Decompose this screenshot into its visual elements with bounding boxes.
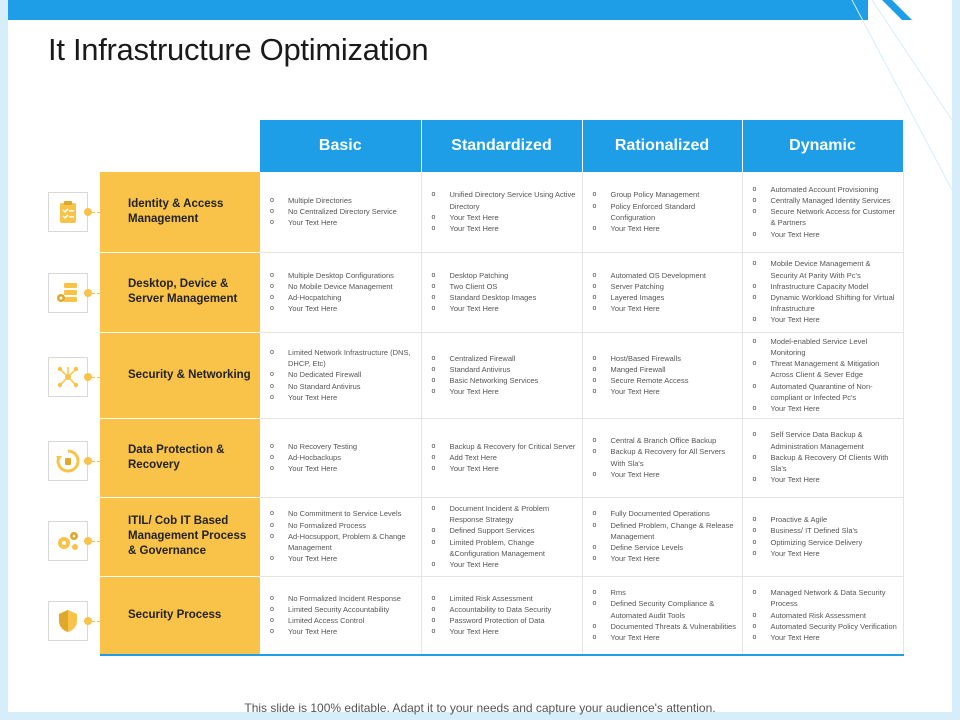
row-category-label: Security Process [100,576,260,655]
bullet-item: o Document Incident & Problem Response Strategy [432,503,578,525]
bullet-item: o Defined Problem, Change & Release Management [593,520,738,542]
bullet-item: o Standard Antivirus [432,364,578,375]
bullet-list [432,593,578,638]
table-row [100,252,903,332]
optimization-table [100,120,904,656]
bullet-item: o Your Text Here [753,474,899,485]
bullet-list [270,508,417,564]
bullet-list [753,258,899,325]
bullet-item: o No Recovery Testing [270,441,417,452]
table-cell [742,252,903,332]
column-header-standardized: Standardized [421,120,582,172]
bullet-item: o Model-enabled Service Level Monitoring [753,336,899,358]
bullet-list [753,587,899,643]
column-header-dynamic: Dynamic [742,120,903,172]
bullet-list [753,184,899,240]
table-cell [421,172,582,252]
bullet-item: o Your Text Here [593,386,738,397]
bullet-item: o Optimizing Service Delivery [753,537,899,548]
bullet-item: o Your Text Here [753,314,899,325]
bullet-item: o No Formalized Incident Response [270,593,417,604]
table-cell [260,418,421,497]
table-row [100,418,903,497]
connector-dot [84,373,92,381]
table-cell [582,172,742,252]
bullet-list [593,435,738,480]
bullet-item: o Your Text Here [593,553,738,564]
bullet-item: o Business/ IT Defined Sla's [753,525,899,536]
bullet-item: o Your Text Here [432,212,578,223]
row-category-label: Desktop, Device & Server Management [100,252,260,332]
bullet-item: o Your Text Here [753,632,899,643]
bullet-item: o Your Text Here [270,626,417,637]
bullet-list [432,441,578,475]
bullet-item: o Multiple Desktop Configurations [270,270,417,281]
bullet-item: o Desktop Patching [432,270,578,281]
bullet-list [270,270,417,315]
column-header-rationalized: Rationalized [582,120,742,172]
bullet-item: o Secure Network Access for Customer & Partners [753,206,899,228]
bullet-list [753,429,899,485]
bullet-list [270,441,417,475]
bullet-item: o Your Text Here [432,386,578,397]
bullet-item: o Multiple Directories [270,195,417,206]
connector-dot [84,537,92,545]
bullet-item: o Manged Firewall [593,364,738,375]
server-gear-icon [48,273,88,313]
bullet-list [593,508,738,564]
table-row [100,576,903,655]
bullet-item: o Limited Security Accountability [270,604,417,615]
connector-line [92,621,100,622]
bullet-item: o Fully Documented Operations [593,508,738,519]
bullet-item: o Your Text Here [270,303,417,314]
bullet-item: o Your Text Here [753,548,899,559]
data-recovery-icon [48,441,88,481]
connector-dot [84,457,92,465]
connector-line [92,461,100,462]
table-cell [582,418,742,497]
bullet-list [432,189,578,234]
bullet-item: o Mobile Device Management & Security At Parity With Pc's [753,258,899,280]
row-category-label: Security & Networking [100,332,260,418]
table-cell [582,497,742,576]
table-row [100,172,903,252]
table-header-row [100,120,903,172]
network-nodes-icon [48,357,88,397]
bullet-item: o Your Text Here [270,392,417,403]
table-cell [742,418,903,497]
table-cell [742,172,903,252]
bullet-item: o No Formalized Process [270,520,417,531]
bullet-list [270,593,417,638]
bullet-item: o Your Text Here [432,223,578,234]
table-cell [421,418,582,497]
bullet-item: o Policy Enforced Standard Configuration [593,201,738,223]
bullet-item: o Limited Problem, Change &Configuration Management [432,537,578,559]
bullet-item: o Automated Account Provisioning [753,184,899,195]
bullet-item: o Ad-Hocsupport, Problem & Change Management [270,531,417,553]
bullet-item: o Infrastructure Capacity Model [753,281,899,292]
header-blank [100,120,260,172]
table-cell [260,172,421,252]
connector-dot [84,617,92,625]
shield-icon [48,601,88,641]
bullet-item: o No Dedicated Firewall [270,369,417,380]
bullet-item: o Basic Networking Services [432,375,578,386]
row-category-label: ITIL/ Cob IT Based Management Process & Governance [100,497,260,576]
table-cell [421,332,582,418]
bullet-list [593,189,738,234]
bullet-item: o Define Service Levels [593,542,738,553]
bullet-list [753,336,899,414]
bullet-item: o Your Text Here [593,223,738,234]
bullet-item: o Secure Remote Access [593,375,738,386]
table-cell [742,332,903,418]
bullet-item: o Central & Branch Office Backup [593,435,738,446]
bullet-item: o Your Text Here [432,303,578,314]
connector-line [92,212,100,213]
table-cell [260,576,421,655]
bullet-item: o Limited Risk Assessment [432,593,578,604]
bullet-list [753,514,899,559]
bullet-item: o Automated Quarantine of Non-compliant or Infected Pc's [753,381,899,403]
bullet-item: o Your Text Here [432,463,578,474]
connector-dot [84,289,92,297]
table-cell [582,576,742,655]
bullet-item: o Backup & Recovery for Critical Server [432,441,578,452]
table-cell [421,497,582,576]
bullet-item: o Add Text Here [432,452,578,463]
bullet-item: o Centrally Managed Identity Services [753,195,899,206]
table-cell [742,497,903,576]
bullet-item: o Your Text Here [593,632,738,643]
bullet-list [270,195,417,229]
bullet-item: o Server Patching [593,281,738,292]
bullet-item: o Defined Support Services [432,525,578,536]
table-cell [260,252,421,332]
bullet-item: o Unified Directory Service Using Active Directory [432,189,578,211]
table-row [100,497,903,576]
bullet-item: o Ad-Hocbackups [270,452,417,463]
row-category-label: Data Protection & Recovery [100,418,260,497]
bullet-list [593,353,738,398]
bullet-list [593,587,738,643]
gears-icon [48,521,88,561]
connector-dot [84,208,92,216]
bullet-item: o Automated Security Policy Verification [753,621,899,632]
bullet-item: o Your Text Here [432,626,578,637]
bullet-item: o Your Text Here [753,229,899,240]
bullet-item: o Managed Network & Data Security Process [753,587,899,609]
bullet-item: o Backup & Recovery Of Clients With Sla's [753,452,899,474]
table-cell [260,332,421,418]
bullet-item: o Threat Management & Mitigation Across Client & Sever Edge [753,358,899,380]
table-cell [582,252,742,332]
bullet-item: o Your Text Here [270,217,417,228]
bullet-list [432,353,578,398]
bullet-item: o Two Client OS [432,281,578,292]
connector-line [92,293,100,294]
top-accent-bar [8,0,868,20]
bullet-item: o Documented Threats & Vulnerabilities [593,621,738,632]
bullet-item: o Your Text Here [432,559,578,570]
bullet-item: o Automated OS Development [593,270,738,281]
bullet-item: o Your Text Here [270,553,417,564]
bullet-item: o Your Text Here [593,303,738,314]
bullet-item: o Centralized Firewall [432,353,578,364]
table-cell [742,576,903,655]
bullet-item: o Rms [593,587,738,598]
bullet-item: o Limited Access Control [270,615,417,626]
bullet-item: o Group Policy Management [593,189,738,200]
row-category-label: Identity & Access Management [100,172,260,252]
clipboard-checklist-icon [48,192,88,232]
bullet-item: o Automated Risk Assessment [753,610,899,621]
bullet-item: o No Centralized Directory Service [270,206,417,217]
bullet-item: o Your Text Here [593,469,738,480]
bullet-item: o Backup & Recovery for All Servers With Sla's [593,446,738,468]
table-cell [582,332,742,418]
bullet-item: o No Commitment to Service Levels [270,508,417,519]
bullet-item: o No Standard Antivirus [270,381,417,392]
bullet-item: o Dynamic Workload Shifting for Virtual Infrastructure [753,292,899,314]
table-cell [260,497,421,576]
bullet-item: o Standard Desktop Images [432,292,578,303]
bullet-list [432,270,578,315]
bullet-item: o Limited Network Infrastructure (DNS, DHCP, Etc) [270,347,417,369]
bullet-item: o Ad-Hocpatching [270,292,417,303]
table-row [100,332,903,418]
bullet-item: o Your Text Here [753,403,899,414]
bullet-list [270,347,417,403]
bullet-item: o Host/Based Firewalls [593,353,738,364]
table-cell [421,576,582,655]
connector-line [92,541,100,542]
bullet-item: o Your Text Here [270,463,417,474]
page-title: It Infrastructure Optimization [48,32,429,67]
bullet-item: o Defined Security Compliance & Automated Audit Tools [593,598,738,620]
bullet-list [432,503,578,570]
table-cell [421,252,582,332]
footer-note: This slide is 100% editable. Adapt it to your needs and capture your audience's attention. [244,701,716,715]
bullet-item: o Self Service Data Backup & Administration Management [753,429,899,451]
bullet-item: o Layered Images [593,292,738,303]
bullet-item: o Accountability to Data Security [432,604,578,615]
column-header-basic: Basic [260,120,421,172]
bullet-item: o Password Protection of Data [432,615,578,626]
bullet-list [593,270,738,315]
bullet-item: o No Mobile Device Management [270,281,417,292]
connector-line [92,377,100,378]
bullet-item: o Proactive & Agile [753,514,899,525]
